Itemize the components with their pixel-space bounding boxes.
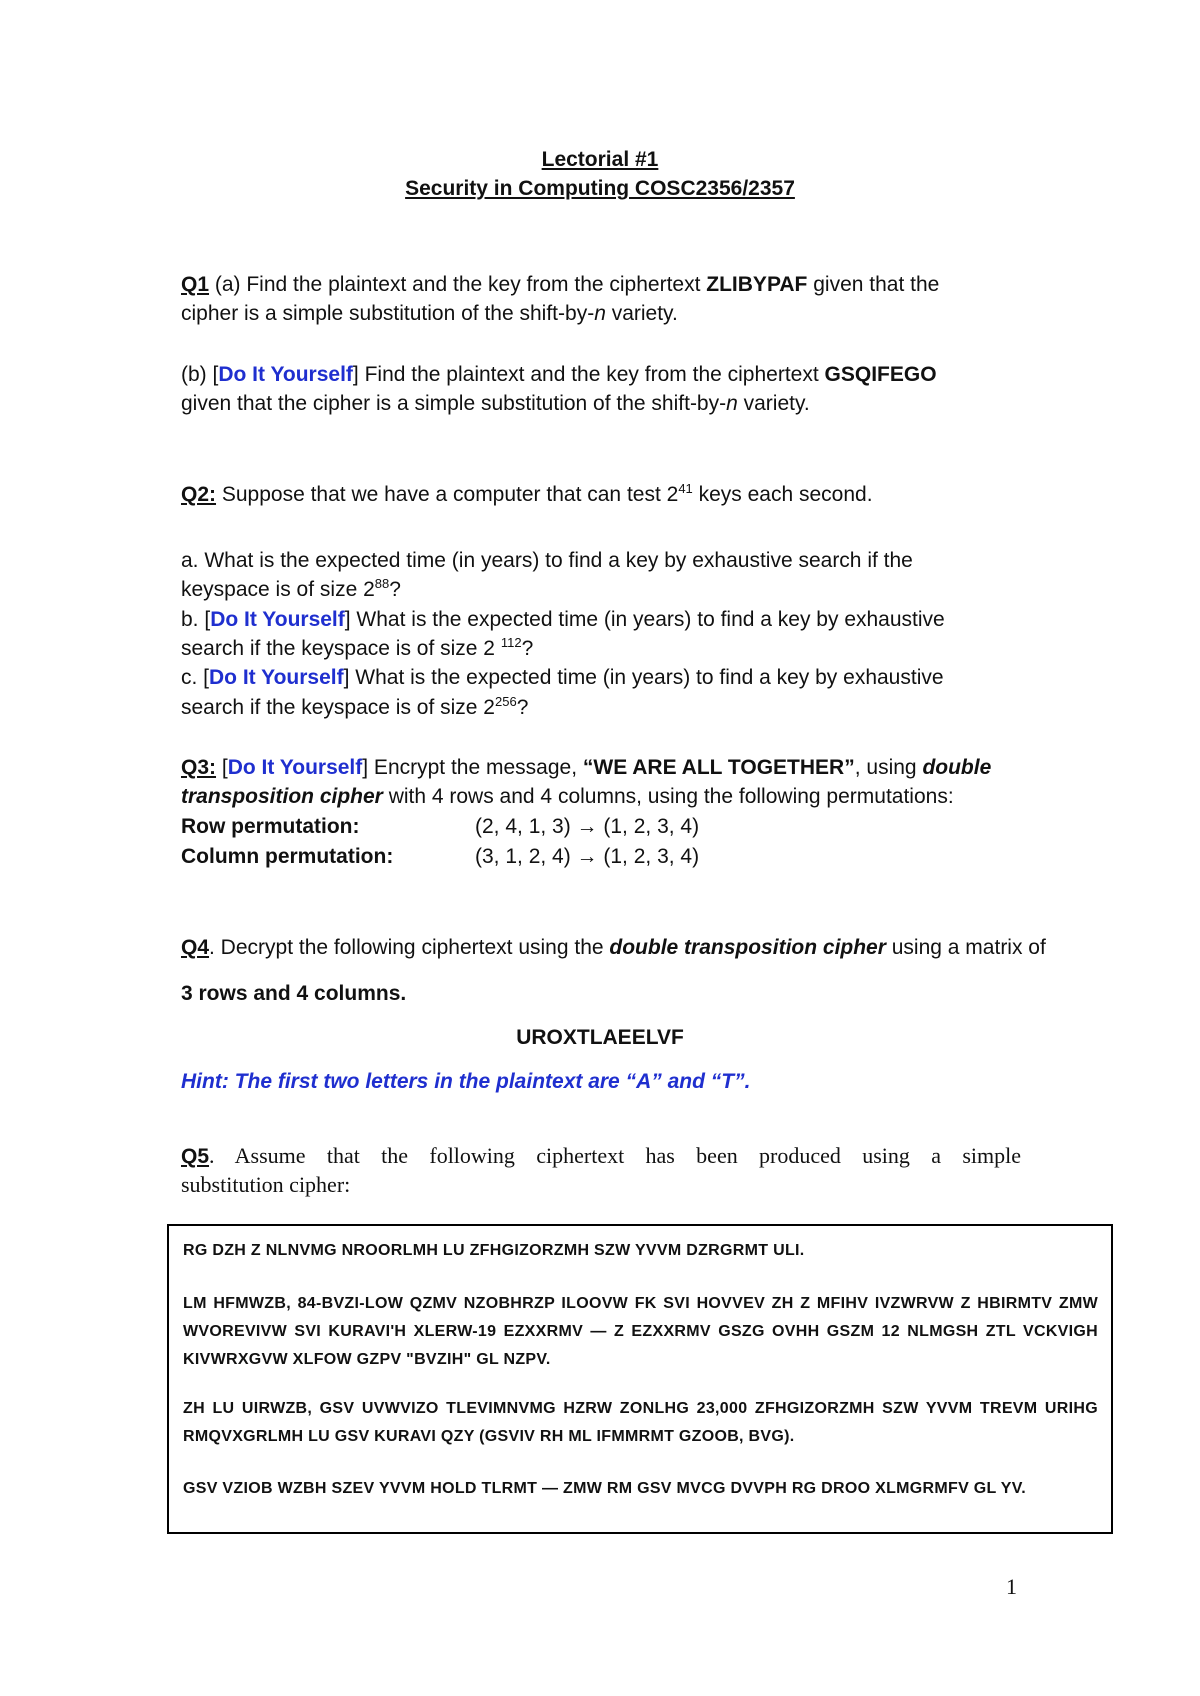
q2-b-line2: search if the keyspace is of size 2 $^{112}$?	[181, 635, 534, 660]
q3-column-permutation-value: (3, 1, 2, 4) → (1, 2, 3, 4)	[475, 845, 700, 868]
q2-c-line1: c. [Do It Yourself] What is the expected time (in years) to find a key by exhaustive	[181, 666, 944, 689]
hint-label: Hint:	[181, 1070, 229, 1093]
q3-row-permutation-label: Row permutation:	[181, 815, 360, 838]
q4-ciphertext: UROXTLAEELVF	[516, 1026, 684, 1049]
q3-label: Q3:	[181, 756, 217, 779]
q1-b-line2: given that the cipher is a simple substitution of the shift-by-n variety.	[181, 392, 810, 415]
diy-tag: Do It Yourself	[218, 363, 353, 386]
q2-intro: Q2: Suppose that we have a computer that can test $2^{41}$ keys each second.	[181, 481, 873, 506]
diy-tag: Do It Yourself	[210, 608, 345, 631]
q4-line2: 3 rows and 4 columns.	[181, 982, 407, 1005]
page-number: 1	[1006, 1574, 1017, 1599]
q1-a-line1: Q1 (a) Find the plaintext and the key from the ciphertext ZLIBYPAF given that the	[181, 273, 940, 296]
q2-a-line1: a. What is the expected time (in years) to find a key by exhaustive search if the	[181, 549, 913, 572]
ciphertext-paragraph: RG DZH Z NLNVMG NROORLMH LU ZFHGIZORZMH SZW YVVM DZRGRMT ULI.	[183, 1242, 805, 1259]
q1-a-line2: cipher is a simple substitution of the shift-by-n variety.	[181, 302, 678, 325]
diy-tag: Do It Yourself	[227, 756, 363, 779]
q1-label: Q1	[181, 273, 210, 296]
q2-b-line1: b. [Do It Yourself] What is the expected time (in years) to find a key by exhaustive	[181, 608, 945, 631]
ciphertext-paragraph: GSV VZIOB WZBH SZEV YVVM HOLD TLRMT — ZMW RM GSV MVCG DVVPH RG DROO XLMGRMFV GL YV.	[183, 1480, 1027, 1497]
page-subtitle: Security in Computing COSC2356/2357	[405, 177, 795, 200]
q1-a-ciphertext: ZLIBYPAF	[706, 273, 808, 296]
q2-a-line2: keyspace is of size $2^{88}$?	[181, 576, 401, 601]
q3-message: “WE ARE ALL TOGETHER”	[582, 756, 855, 779]
ciphertext-paragraph: ZH LU UIRWZB, GSV UVWVIZO TLEVIMNVMG HZRW ZONLHG 23,000 ZFHGIZORZMH SZW YVVM TREVM URIHG RMQVXGRLMH LU GSV KURAVI QZY (GSVIV RH ML IFMMRMT GZOOB, BVG).	[183, 1400, 1098, 1445]
q4-label: Q4	[181, 936, 210, 959]
q3-line1: Q3: [Do It Yourself] Encrypt the message, “WE ARE ALL TOGETHER”, using double	[181, 756, 992, 779]
ciphertext-box	[167, 1224, 1113, 1534]
q2-c-line2: search if the keyspace is of size $2^{256}$?	[181, 694, 529, 719]
hint-text: The first two letters in the plaintext are “A” and “T”.	[228, 1070, 751, 1093]
q1-b-ciphertext: GSQIFEGO	[824, 363, 937, 386]
q4-line1: Q4. Decrypt the following ciphertext using the double transposition cipher using a matrix of	[181, 936, 1046, 959]
q5-line1: Q5. Assume that the following ciphertext has been produced using a simple	[181, 1143, 1021, 1168]
q5-line2: substitution cipher:	[181, 1172, 351, 1197]
q5-label: Q5	[181, 1145, 210, 1168]
diy-tag: Do It Yourself	[209, 666, 344, 689]
page-title: Lectorial #1	[541, 148, 659, 171]
q3-column-permutation-label: Column permutation:	[181, 845, 394, 868]
ciphertext-paragraph: LM HFMWZB, 84-BVZI-LOW QZMV NZOBHRZP ILOOVW FK SVI HOVVEV ZH Z MFIHV IVZWRVW Z HBIRMTV ZMW WVOREVIVW SVI KURAVI'H XLERW-19 EZXXRMV — Z EZXXRMV GSZG OVHH GSZM 12 NLMGSH ZTL VCKVIGH KIVWRXGVW XLFOW GZPV "BVZIH" GL NZPV.	[183, 1295, 1098, 1368]
q2-label: Q2:	[181, 483, 217, 506]
q4-hint	[181, 1068, 750, 1096]
q1-b-line1: (b) [Do It Yourself] Find the plaintext and the key from the ciphertext GSQIFEGO	[181, 363, 937, 386]
q3-row-permutation-value: (2, 4, 1, 3) → (1, 2, 3, 4)	[475, 815, 700, 838]
q3-line2: transposition cipher with 4 rows and 4 columns, using the following permutations:	[181, 785, 954, 808]
